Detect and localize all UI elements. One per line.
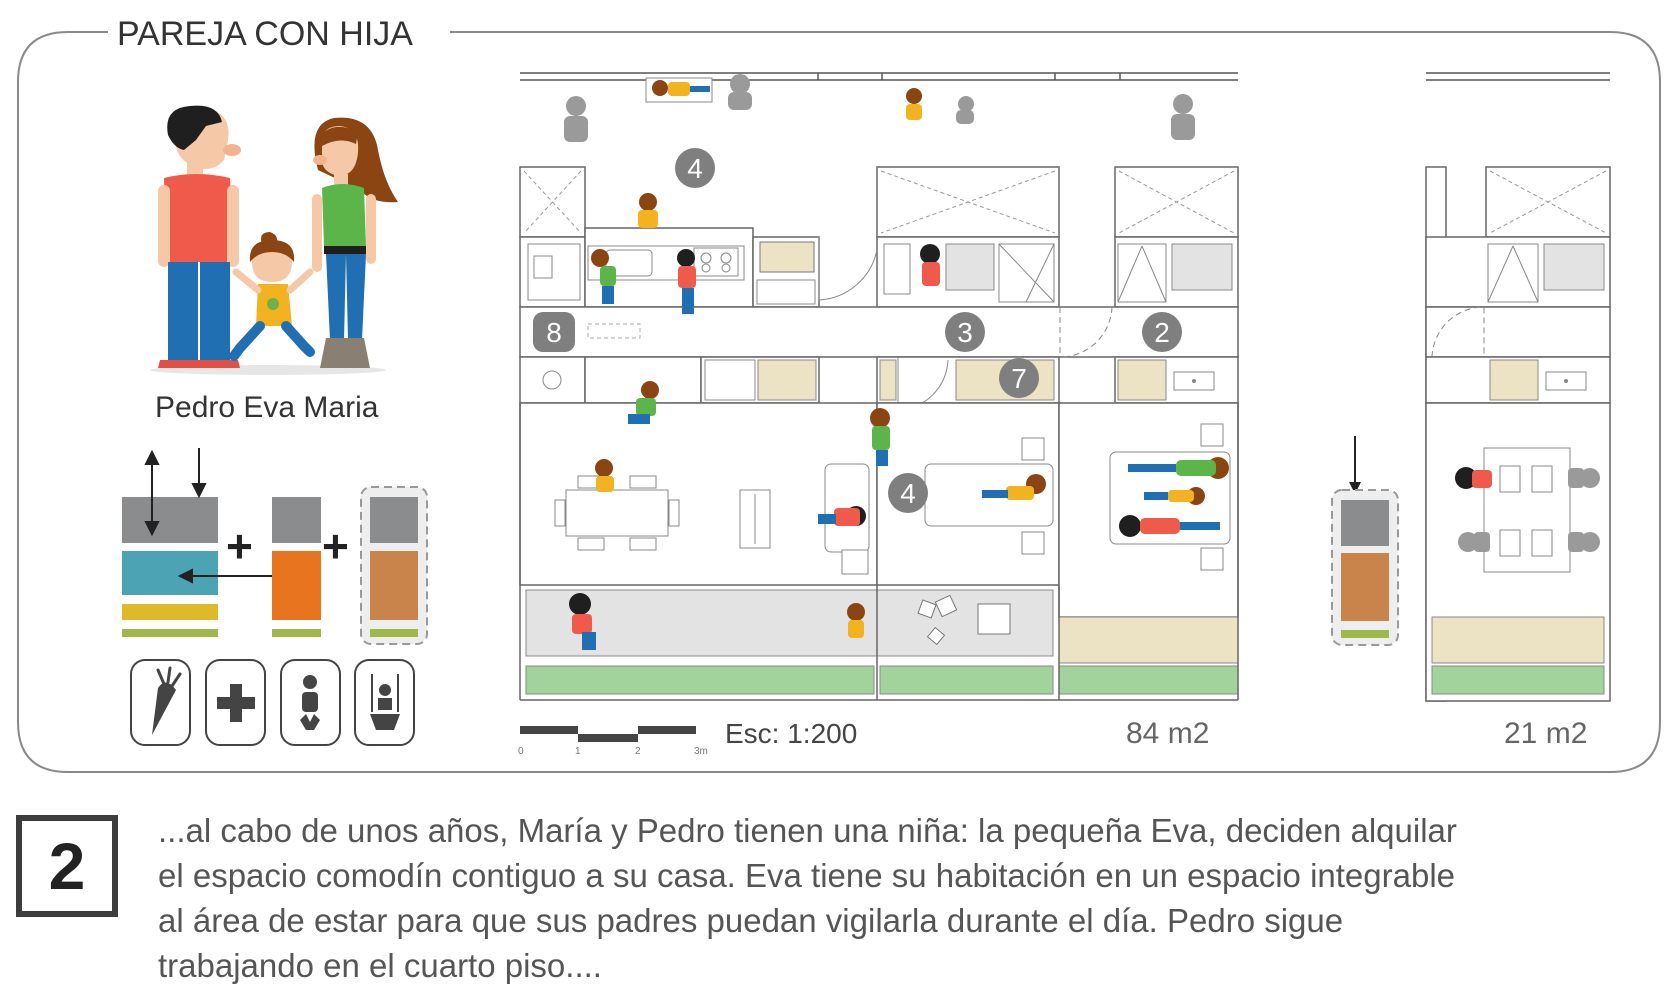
svg-text:1: 1 [575, 746, 581, 757]
svg-text:2: 2 [635, 746, 641, 757]
svg-text:0: 0 [518, 746, 524, 757]
pedro-figure [158, 106, 241, 368]
svg-text:4: 4 [687, 153, 703, 184]
story-number-box: 2 [16, 815, 118, 917]
zone-badge [1142, 312, 1182, 352]
family-illustration [150, 106, 398, 375]
zone-badge [533, 312, 575, 352]
family-names: Pedro Eva Maria [155, 391, 379, 424]
module-composition [122, 448, 427, 644]
story-line: ...al cabo de unos años, María y Pedro tienen una niña: la pequeña Eva, deciden alquilar [158, 812, 1457, 849]
story-line: trabajando en el cuarto piso.... [158, 947, 602, 984]
floor-plan-extra [1426, 73, 1610, 701]
svg-text:+: + [322, 520, 349, 572]
zone-badge [888, 473, 928, 513]
svg-text:3: 3 [957, 317, 973, 348]
section-title: PAREJA CON HIJA [117, 15, 413, 53]
zone-badge [945, 312, 985, 352]
carrot-icon [131, 660, 190, 745]
maria-figure [312, 118, 398, 368]
area-main: 84 m2 [1126, 717, 1210, 750]
area-extra: 21 m2 [1504, 717, 1588, 750]
zone-badge [999, 358, 1039, 398]
scale-label: Esc: 1:200 [725, 718, 858, 749]
story-line: al área de estar para que sus padres puedan vigilarla durante el día. Pedro sigue [158, 902, 1344, 939]
side-module [1332, 436, 1398, 645]
story-line: el espacio comodín contiguo a su casa. Eva tiene su habitación en un espacio integrable [158, 857, 1456, 894]
scale-bar [518, 726, 708, 757]
svg-text:8: 8 [546, 317, 562, 348]
svg-text:+: + [226, 520, 253, 572]
eva-figure [234, 232, 310, 356]
floor-plan-main [520, 73, 1238, 700]
svg-text:7: 7 [1011, 363, 1027, 394]
svg-text:4: 4 [900, 478, 916, 509]
swing-icon [355, 660, 414, 745]
svg-text:2: 2 [1154, 317, 1170, 348]
story-text [158, 808, 1638, 988]
svg-text:3m: 3m [694, 746, 708, 757]
plus-icon [206, 660, 265, 745]
baby-icon [281, 660, 340, 745]
zone-badge [675, 148, 715, 188]
